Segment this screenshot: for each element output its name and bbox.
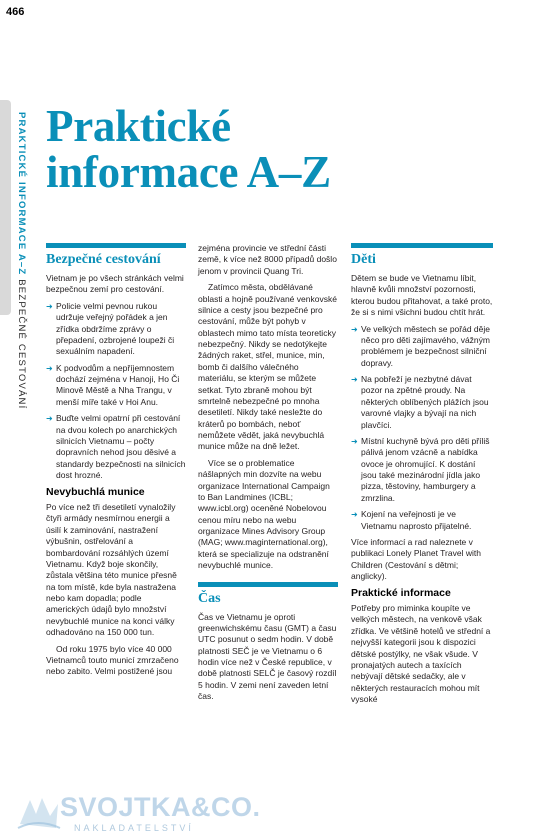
paragraph: Vietnam je po všech stránkách velmi bezpečnou zemí pro cestování. [46,273,184,295]
section-body-time [198,612,338,703]
section-body-continued [198,243,338,572]
running-head-chapter: PRAKTICKÉ INFORMACE A–Z [16,112,27,276]
bullet-item [351,436,493,504]
section-rule [46,243,186,248]
running-head-section: BEZPEČNÉ CESTOVÁNÍ [16,275,27,410]
page-title [46,101,331,197]
arrow-bullet-icon: ➜ [351,510,358,520]
arrow-bullet-icon: ➜ [46,363,53,373]
bullet-text: K podvodům a nepříjemnostem dochází zejména v Hanoji, Ho Či Minově Městě a Nha Trangu, v menší míře také v Hoi Anu. [56,362,180,407]
publisher-logo-name: SVOJTKA&CO. [60,792,261,822]
paragraph: Více informací a rad naleznete v publikaci Lonely Planet Travel with Children (Cestování s dětmi; anglicky). [351,536,481,582]
paragraph: Čas ve Vietnamu je oproti greenwichskému času (GMT) a času UTC posunut o sedm hodin. V době platnosti SEČ je ve Vietnamu o 6 hodin více než v České republice, v době platnosti SELČ je časový rozdíl 5 hodin. V zemi není zaveden letní čas. [198,611,337,702]
paragraph: Potřeby pro miminka koupíte ve velkých městech, na venkově však zřídka. Ve většině hotelů ve střední a nejvyšší kategorii jsou k dispozici dětské postýlky, ne však všude. V pronajatých autech a taxících nebývají dětské sedačky, ale v některých restauracích mohou mít vysoké [351,603,491,705]
publisher-logo-subtitle: NAKLADATELSTVÍ [74,823,194,833]
bullet-text: Buďte velmi opatrní při cestování na dvou kolech po anarchických silnicích Vietnamu – počty dopravních nehod jsou děsivé a standardy bezpečnosti na silnicích dost hrozné. [56,413,186,481]
page-title-line2: informace A–Z [46,146,331,197]
column-1 [46,243,186,683]
section-rule [198,582,338,587]
bullet-item [351,509,493,532]
arrow-bullet-icon: ➜ [46,301,53,311]
arrow-bullet-icon: ➜ [46,414,53,424]
subheading-unexploded-ordnance: Nevybuchlá munice [46,486,145,499]
section-body-safety [46,273,186,678]
bullet-item [351,324,493,370]
publisher-logo-icon [16,794,62,834]
section-body-children [351,273,493,705]
paragraph: Dětem se bude ve Vietnamu líbit, hlavně kvůli množství pozornosti, kterou budou přitahovat, a také proto, že si s nimi všichni budou chtít hrát. [351,273,493,318]
section-heading-children: Děti [351,252,376,267]
section-heading-safety: Bezpečné cestování [46,252,161,267]
paragraph: Zatímco města, obdělávané oblasti a hojně používané venkovské silnice a cesty jsou bezpečné pro cestování, může být pohyb v oblastech mimo tato místa teoreticky nebezpečný. Nikdy se nedotýkejte žádných raket, střel, munice, min, bomb či dalšího válečného materiálu, se kterým se můžete setkat. Tyto zbraně mohou být smrtelně nebezpečné po mnoha desetiletí. Nikdy také nesležte do kráterů po bombách, neboť nemůžete vědět, jaká nevybuchlá munice může na dně ležet. [198,282,337,452]
bullet-text: Policie velmi pevnou rukou udržuje veřejný pořádek a jen zřídka obdržíme zprávy o přepadení, ozbrojené loupeži či sexuálním napadení. [56,300,175,357]
bullet-item [46,301,186,358]
bullet-item [46,413,186,481]
bullet-text: Na pobřeží je nezbytné dávat pozor na zpětné proudy. Na některých oblíbených plážích jsou varovné vlajky a bývají na nich plavčíci. [361,374,489,430]
publisher-logo [16,792,261,836]
arrow-bullet-icon: ➜ [351,324,358,334]
side-tab [0,100,11,315]
bullet-item [351,374,493,431]
column-3 [351,243,493,710]
bullet-text: Kojení na veřejnosti je ve Vietnamu naprosto přijatelné. [361,509,472,531]
paragraph: Od roku 1975 bylo více 40 000 Vietnamců touto municí zmrzačeno nebo zabito. Velmi postižené jsou [46,643,179,677]
running-head [16,112,27,409]
paragraph: Po více než tři desetiletí vynaložily čtyři armády nesmírnou energii a úsilí k zaminování, nastražení výbušnin, ostřelování a bombardování rozsáhlých území Vietnamu. Když boje skončily, zůstala většina této munice přesně na tom místě, kde byla nastražena nebo kam dopadla; podle amerických údajů bylo množství nevybuchlé munice na konci války odhadováno na 150 000 tun. [46,502,177,638]
bullet-text: Místní kuchyně bývá pro děti příliš pálivá jenom vzácně a nabídka ovoce je ohromující. K dostání jsou také mezinárodní jídla jako pizza, těstoviny, hamburgery a zmrzlina. [361,435,490,503]
arrow-bullet-icon: ➜ [351,436,358,446]
section-rule [351,243,493,248]
paragraph: zejména provincie ve střední části země, k více než 8000 případů došlo jenom v provincii Quang Tri. [198,243,337,276]
paragraph: Více se o problematice nášlapných min dozvíte na webu organizace International Campaign to Ban Landmines (ICBL; www.icbl.org) oceněné Nobelovou cenou míru nebo na webu organizace Mines Advisory Group (MAG; www.maginternational.org), která se specializuje na odstranění nevybuchlé munice. [198,457,330,571]
bullet-text: Ve velkých městech se pořád děje něco pro děti zajímavého, vážným problémem je bezpečnost silniční dopravy. [361,323,490,368]
page-number: 466 [6,6,25,18]
section-heading-time: Čas [198,590,221,606]
subheading-practical-info: Praktické informace [351,587,451,600]
arrow-bullet-icon: ➜ [351,375,358,385]
page-title-line1: Praktické [46,101,231,151]
column-2 [198,243,338,708]
bullet-item [46,363,186,409]
